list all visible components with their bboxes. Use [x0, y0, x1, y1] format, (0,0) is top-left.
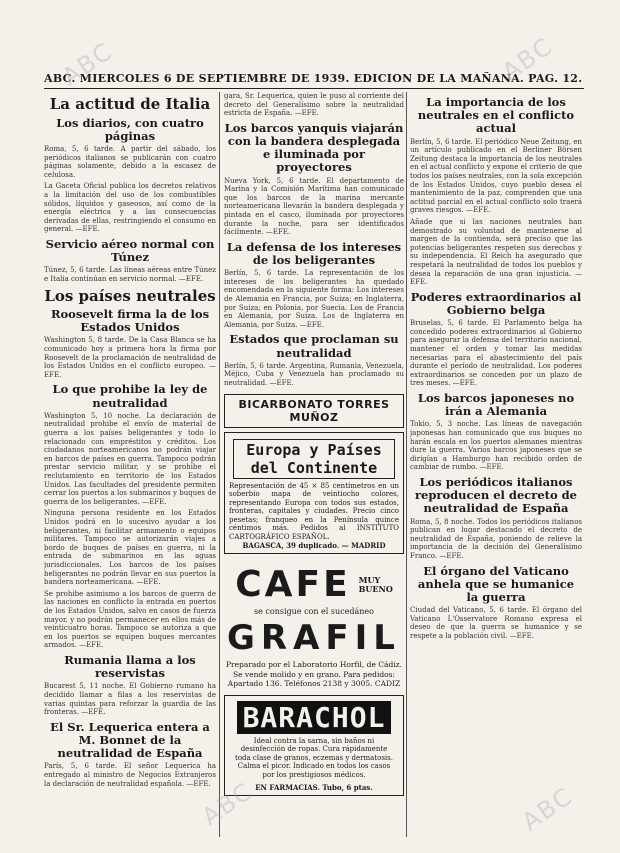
ad-barachol	[224, 695, 404, 796]
article-text: Ninguna persona residente en los Estados Unidos podrá en lo sucesivo ayudar a los beligerantes, ni facilitar armamento o equipos militares. Tampoco se autorizarán viajes a bordo de buques de países en guerra, ni la entrada de submarinos en las aguas jurisdiccionales. Los barcos de los países beligerantes no podrán llevar en sus puertos la bandera norteamericana. —EFE.	[44, 509, 216, 587]
ad-title: Europa y Países del Continente	[233, 439, 395, 479]
column-divider	[406, 92, 407, 837]
ad-map-europe	[224, 432, 404, 555]
watermark: ABC	[516, 781, 579, 837]
headline: Los barcos yanquis viajarán con la bandera desplegada e iluminada por proyectores	[224, 120, 404, 175]
section-title-italy: La actitud de Italia	[49, 95, 211, 113]
barachol-text: Ideal contra la sarna, sin baños ni desinfección de ropas. Cura rápidamente toda clase de granos, eczemas y dermatosis. Calma el picor. Indicado en todos los casos por los prestigiosos médicos.	[235, 736, 393, 779]
headline: Los diarios, con cuatro páginas	[56, 115, 204, 143]
ad-text: Representación de 45 × 85 centímetros en un soberbio mapa de veintiocho colores, representando Europa con todos sus estados, fronteras, capitales y ciudades. Precio cinco pesetas; franqueo en la Península quince céntimos más. Pedidos al INSTITUTO CARTOGRÁFICO ESPAÑOL.	[229, 481, 399, 541]
article-text: Tokio, 5, 3 noche. Las líneas de navegación japonesas han comunicado que sus buques no harán escala en los puertos alemanes mientras dure la guerra. Varios barcos japoneses que se dirigían a Hamburgo han recibido orden de cambiar de rumbo. —EFE.	[410, 420, 582, 472]
cafe-tagline-2: BUENO	[358, 583, 393, 594]
headline: Rumania llama a los reservistas	[64, 652, 196, 681]
article-text: Roma, 5, 8 noche. Todos los periódicos italianos publican en lugar destacado el decreto de neutralidad de España, poniendo de relieve la importancia de la decisión del Generalísimo Franco. —EFE.	[410, 517, 582, 560]
article-text: Bruselas, 5, 6 tarde. El Parlamento belga ha concedido poderes extraordinarios al Gobierno para asegurar la defensa del territorio nacional, mantener el orden y tomar las medidas necesarias para el abastecimiento del país durante el período de neutralidad. Los poderes extraordinarios se conceden por un plazo de tres meses. —EFE.	[410, 319, 582, 388]
barachol-brand: BARACHOL	[237, 701, 391, 734]
article-text: Berlín, 5, 6 tarde. La representación de los intereses de los beligerantes ha quedado encomendada en la siguiente forma: Los intereses de Alemania en Francia, por Suiza; en Inglaterra, por Suiza; en Polonia, por Suecia. Los de Francia en Alemania, por Suiza. Los de Inglaterra en Alemania, por Suiza. —EFE.	[224, 269, 404, 329]
column-1	[44, 92, 216, 791]
article-text: Roma, 5, 6 tarde. A partir del sábado, los periódicos italianos se publicarán con cuatro páginas solamente, debido a la escasez de celulosa.	[44, 144, 216, 179]
headline: Los barcos japoneses no irán a Alemania	[417, 390, 575, 419]
article-text: Nueva York, 5, 6 tarde. El departamento de Marina y la Comisión Marítima han comunicado que los barcos de la marina mercante norteamericana llevarán la bandera desplegada y pintada en el casco, iluminada por proyectores durante la noche, para ser identificados fácilmente. —EFE.	[224, 176, 404, 237]
headline: Estados que proclaman su neutralidad	[229, 332, 399, 360]
article-text: Bucarest 5, 11 noche. El Gobierno rumano ha decidido llamar a filas a los reservistas de varias quintas para reforzar la guardia de las fronteras. —EFE.	[44, 682, 216, 717]
article-text: Añade que si las naciones neutrales han demostrado su voluntad de mantenerse al margen de la contienda, será preciso que las potencias beligerantes respeten sus derechos y su independencia. El Reich ha asegurado que respetará la neutralidad de todos los pueblos y desea la reparación de una gran injusticia. —EFE.	[410, 218, 582, 287]
article-text: Berlín, 5, 6 tarde. El periódico Neue Zeitung, en un artículo publicado en el Berliner Börsen Zeitung destaca la importancia de los neutrales en el actual conflicto y expone el criterio de que todos los países neutrales, con la sola excepción de los Estados Unidos, cuyo pueblo desea el mantenimiento de la paz, comprenden que una actitud parcial en el actual conflicto solo traerá graves riesgos. —EFE.	[410, 137, 582, 215]
article-text: Washington 5, 10 noche. La declaración de neutralidad prohibe el envío de material de guerra a los países beligerantes y todo lo relacionado con empréstitos y créditos. Los ciudadanos norteamericanos no podrán viajar en barcos de países en guerra. Tampoco podrán prestar servicio militar, y se prohibe el reclutamiento en territorio de los Estados Unidos. Las facultades del presidente permiten cerrar los puertos a los submarinos y buques de guerra de los beligerantes. —EFE.	[44, 411, 216, 506]
article-text: Washington 5, 8 tarde. De la Casa Blanca se ha comunicado hoy a primera hora la firma por Roosevelt de la proclamación de neutralidad de los Estados Unidos en el conflicto europeo. —EFE.	[44, 336, 216, 379]
section-title-neutral: Los países neutrales	[44, 286, 216, 305]
cafe-tagline-1: MUY	[358, 574, 381, 585]
header-rule	[44, 88, 584, 89]
headline: Poderes extraordinarios al Gobierno belga	[410, 289, 582, 317]
headline: Lo que prohibe la ley de neutralidad	[52, 382, 208, 410]
page-header: ABC. MIERCOLES 6 DE SEPTIEMBRE DE 1939. EDICION DE LA MAÑANA. PAG. 12.	[44, 72, 583, 85]
headline: La importancia de los neutrales en el conflicto actual	[417, 95, 575, 136]
column-3	[410, 92, 582, 644]
ad-cafe	[224, 564, 404, 605]
ad-address: BAGASCA, 39 duplicado. — MADRID	[242, 541, 386, 551]
column-divider	[219, 92, 220, 837]
headline: Los periódicos italianos reproducen el decreto de neutralidad de España	[415, 474, 577, 516]
grafil-brand: GRAFIL	[227, 618, 401, 659]
watermark: ABC	[496, 31, 559, 87]
headline: La defensa de los intereses de los beligerantes	[226, 239, 402, 268]
watermark: ABC	[56, 36, 119, 92]
headline: El Sr. Lequerica entera a M. Bonnet de la neutralidad de España	[50, 719, 210, 761]
cafe-word: CAFE	[235, 564, 351, 606]
ad-bicarbonato	[224, 394, 404, 428]
ad-brand: BICARBONATO TORRES MUÑOZ	[238, 397, 390, 424]
article-text: Túnez, 5, 6 tarde. Las líneas aéreas entre Túnez e Italia continúan en servicio normal. —EFE.	[44, 266, 216, 283]
headline: Servicio aéreo normal con Túnez	[45, 236, 215, 265]
cafe-subline: se consigue con el sucedáneo	[254, 607, 374, 617]
article-text: gara, Sr. Lequerica, quien le puso al corriente del decreto del Generalísimo sobre la neutralidad estricta de España. —EFE.	[224, 92, 404, 118]
column-2	[224, 92, 404, 800]
article-text: Berlín, 5, 6 tarde. Argentina, Rumania, Venezuela, Méjico, Cuba y Venezuela han proclamado su neutralidad. —EFE.	[224, 361, 404, 388]
watermark: ABC	[196, 776, 259, 832]
article-text: Se prohibe asimismo a los barcos de guerra de las naciones en conflicto la entrada en puertos de los Estados Unidos, salvo en casos de fuerza mayor, y no podrán permanecer en ellos más de veinticuatro horas. Tampoco se autoriza a que en los puertos se equipen buques mercantes armados. —EFE.	[44, 589, 216, 650]
article-text: Ciudad del Vaticano, 5, 6 tarde. El órgano del Vaticano L'Osservatore Romano expresa el deseo de que la guerra se humanice y se respete a la población civil. —EFE.	[410, 606, 582, 640]
grafil-text: Preparado por el Laboratorio Horfil, de Cádiz. Se vende molido y en grano. Para pedidos: Apartado 136. Teléfonos 2138 y 3005. CADIZ	[225, 660, 403, 689]
article-text: París, 5, 6 tarde. El señor Lequerica ha entregado al ministro de Negocios Extranjeros la declaración de neutralidad española. —EFE.	[44, 762, 216, 788]
article-text: La Gaceta Oficial publica los decretos relativos a la limitación del uso de los combustibles sólidos, líquidos y gaseosos, así como de la energía eléctrica y a las consecuencias derivadas de ellas, restringiendo el consumo en general. —EFE.	[44, 182, 216, 234]
cafe-tagline	[359, 576, 393, 594]
headline: El órgano del Vaticano anhela que se humanice la guerra	[417, 563, 575, 604]
headline: Roosevelt firma la de los Estados Unidos	[50, 307, 210, 335]
barachol-foot: EN FARMACIAS. Tubo, 6 ptas.	[255, 782, 373, 792]
